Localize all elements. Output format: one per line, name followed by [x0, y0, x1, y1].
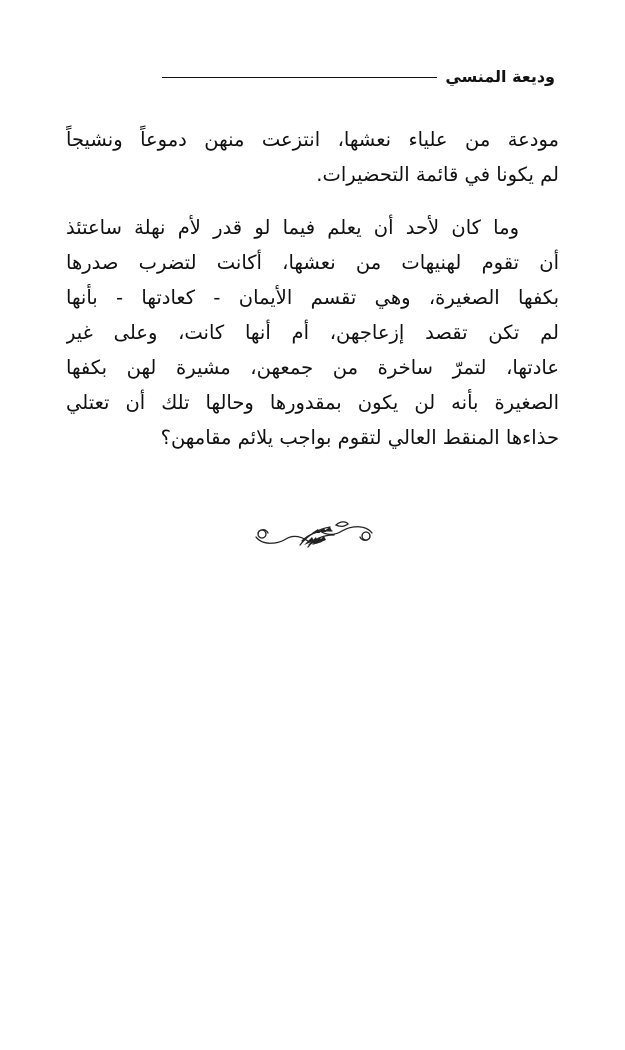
text-line: عادتها، لتمرّ ساخرة من جمعهن، مشيرة لهن بكفها [66, 356, 559, 379]
text-line: لم تكن تقصد إزعاجهن، أم أنها كانت، وعلى غير [66, 321, 559, 344]
body-text [66, 122, 559, 455]
header-rule [162, 77, 437, 78]
paragraph-gap [66, 192, 559, 210]
text-line: حذاءها المنقط العالي لتقوم بواجب يلائم مقامهن؟ [160, 426, 559, 449]
text-line: لم يكونا في قائمة التحضيرات. [316, 163, 559, 186]
floral-divider-icon [252, 515, 376, 555]
header-title: وديعة المنسي [445, 67, 555, 86]
paragraph-1 [66, 122, 559, 192]
text-line: أن تقوم لهنيهات من نعشها، أكانت لتضرب صدرها [66, 251, 559, 274]
paragraph-2 [66, 210, 559, 455]
text-line: الصغيرة بأنه لن يكون بمقدورها وحالها تلك أن تعتلي [66, 391, 559, 414]
text-line: مودعة من علياء نعشها، انتزعت منهن دموعاً ونشيجاً [66, 128, 559, 151]
text-line: وما كان لأحد أن يعلم فيما لو قدر لأم نهلة ساعتئذ [66, 216, 519, 239]
text-line: بكفها الصغيرة، وهي تقسم الأيمان - كعادتها - بأنها [66, 286, 559, 309]
running-header [155, 62, 555, 92]
